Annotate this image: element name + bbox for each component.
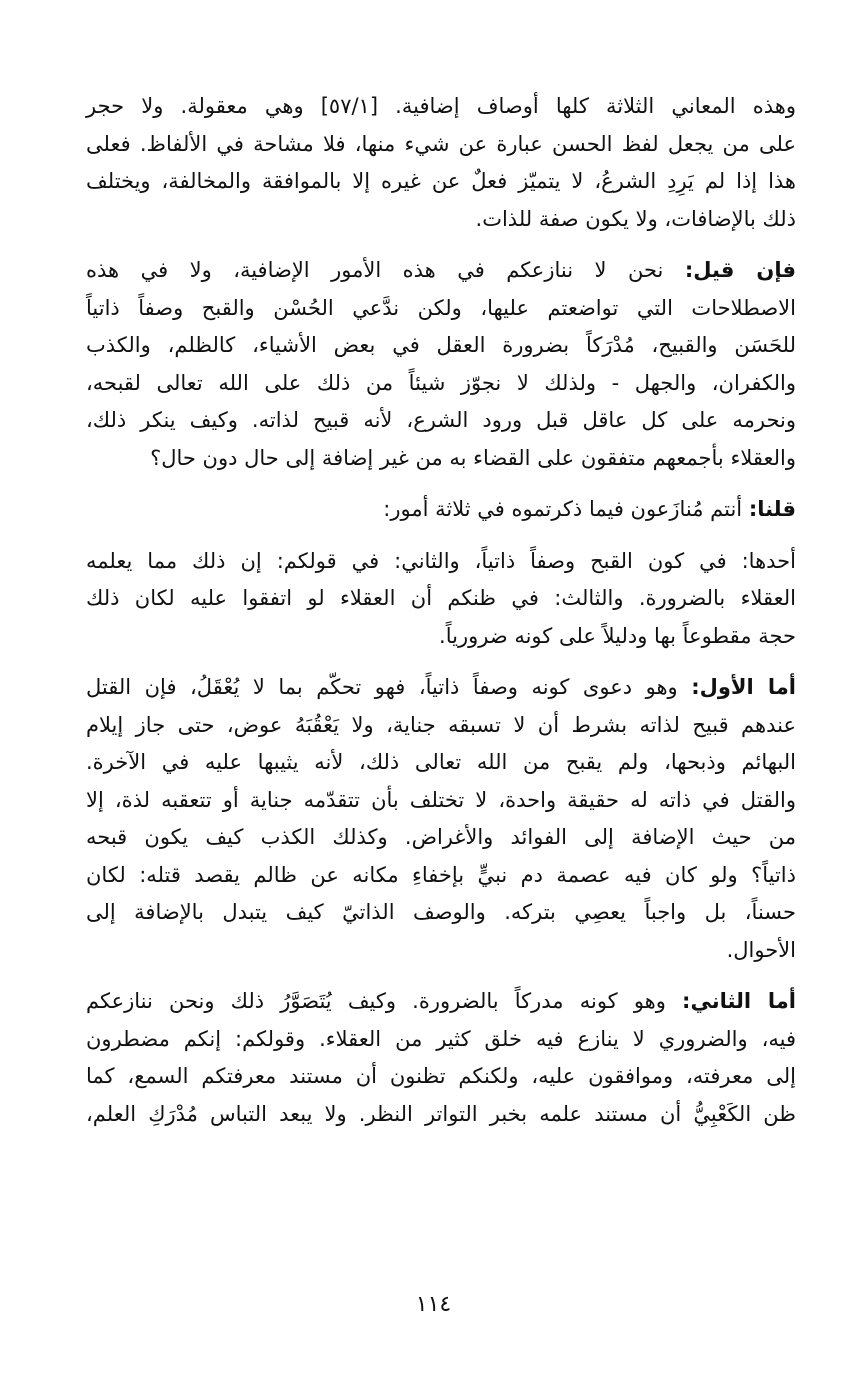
document-page xyxy=(86,88,796,1147)
text-line-rest: وهو دعوى كونه وصفاً ذاتياً، فهو تحكّم بما لا يُعْقَلُ، فإن القتل xyxy=(86,675,692,699)
text-line xyxy=(86,491,796,529)
text-line: وهذه المعاني الثلاثة كلها أوصاف إضافية. [٥٧/١] وهي معقولة. ولا حجر xyxy=(86,94,796,118)
text-line: البهائم وذبحها، ولم يقبح من الله تعالى ذلك، لأنه يثيبها عليه في الآخرة. xyxy=(86,750,796,774)
text-line-rest: نحن لا ننازعكم في هذه الأمور الإضافية، ولا في هذه xyxy=(86,258,685,282)
paragraph-2 xyxy=(86,252,796,477)
paragraph-1 xyxy=(86,88,796,238)
text-line: الأحوال. xyxy=(726,937,796,962)
text-line: على من يجعل لفظ الحسن عبارة عن شيء منها، فلا مشاحة في الألفاظ. فعلى xyxy=(86,131,796,156)
text-line: للحَسَن والقبيح، مُدْرَكاً بضرورة العقل في بعض الأشياء، كالظلم، والكذب xyxy=(86,333,796,357)
text-line: والكفران، والجهل - ولذلك لا نجوّز شيئاً من ذلك على الله تعالى لقبحه، xyxy=(86,370,796,395)
text-line xyxy=(86,983,796,1021)
paragraph-lead: أما الثاني: xyxy=(682,989,796,1013)
paragraph-lead: فإن قيل: xyxy=(684,258,796,282)
paragraph-3 xyxy=(86,491,796,529)
text-line-rest: أنتم مُنازَعون فيما ذكرتموه في ثلاثة أمور: xyxy=(383,497,749,521)
text-line: ظن الكَعْبِيُّ أن مستند علمه بخبر التواتر النظر. ولا يبعد التباس مُدْرَكِ العلم، xyxy=(86,1101,796,1126)
paragraph-6 xyxy=(86,983,796,1133)
paragraph-5 xyxy=(86,669,796,969)
text-line: حسناً، بل واجباً يعصِي بتركه. والوصف الذاتيّ كيف يتبدل بالإضافة إلى xyxy=(86,900,796,924)
text-line: والقتل في ذاته له حقيقة واحدة، لا تختلف بأن تتقدّمه جناية أو تتعقبه لذة، إلا xyxy=(86,787,796,812)
text-line: حجة مقطوعاً بها ودليلاً على كونه ضرورياً. xyxy=(439,623,796,648)
text-line: والعقلاء بأجمعهم متفقون على القضاء به من غير إضافة إلى حال دون حال؟ xyxy=(150,445,796,470)
text-line: العقلاء بالضرورة. والثالث: في ظنكم أن العقلاء لو اتفقوا عليه لكان ذلك xyxy=(86,586,796,610)
text-line: هذا إذا لم يَرِدِ الشرعُ، لا يتميّز فعلٌ عن غيره إلا بالموافقة والمخالفة، ويختلف xyxy=(86,169,796,193)
text-line: فيه، والضروري لا ينازع فيه خلق كثير من العقلاء. وقولكم: إنكم مضطرون xyxy=(86,1026,796,1051)
paragraph-4 xyxy=(86,543,796,656)
page-number: ١١٤ xyxy=(415,1292,452,1317)
text-line: ذلك بالإضافات، ولا يكون صفة للذات. xyxy=(475,206,796,231)
text-line: الاصطلاحات التي تواضعتم عليها، ولكن ندَّعي الحُسْن والقبح وصفاً ذاتياً xyxy=(86,295,796,320)
text-line: إلى معرفته، وموافقون عليه، ولكنكم تظنون أن مستند معرفتكم السمع، كما xyxy=(86,1064,796,1088)
text-line: عندهم قبيح لذاته بشرط أن لا تسبقه جناية، ولا يَعْقُبَهُ عوض، حتى جاز إيلام xyxy=(86,712,796,737)
text-line: ونحرمه على كل عاقل قبل ورود الشرع، لأنه قبيح لذاته. وكيف ينكر ذلك، xyxy=(86,408,796,432)
text-line xyxy=(86,252,796,290)
text-line: من حيث الإضافة إلى الفوائد والأغراض. وكذلك الكذب كيف يكون قبحه xyxy=(86,825,796,849)
paragraph-lead: أما الأول: xyxy=(691,675,796,699)
text-line: ذاتياً؟ ولو كان فيه عصمة دم نبيٍّ بإخفاءِ مكانه عن ظالم يقصد قتله: لكان xyxy=(86,862,796,887)
text-line-rest: وهو كونه مدركاً بالضرورة. وكيف يُتَصَوَّرُ ذلك ونحن ننازعكم xyxy=(86,989,683,1013)
paragraph-lead: قلنا: xyxy=(748,497,796,521)
text-line xyxy=(86,669,796,707)
text-line: أحدها: في كون القبح وصفاً ذاتياً، والثاني: في قولكم: إن ذلك مما يعلمه xyxy=(86,548,796,573)
